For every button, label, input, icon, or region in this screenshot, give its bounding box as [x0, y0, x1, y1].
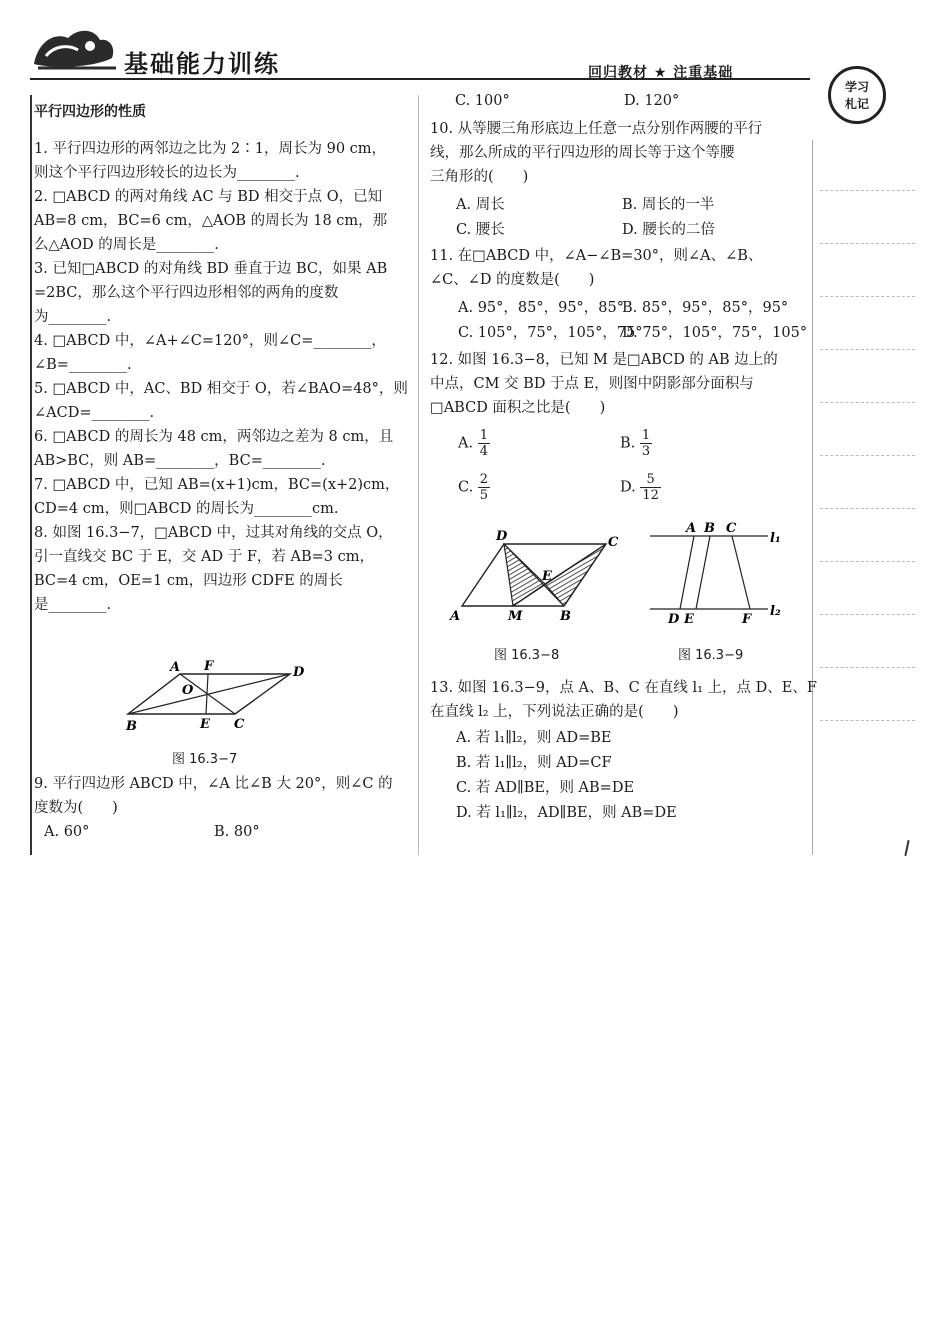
question-line: 12. 如图 16.3−8，已知 M 是□ABCD 的 AB 边上的 [430, 352, 778, 368]
numerator: 2 [479, 472, 489, 487]
q12-option-d[interactable] [620, 472, 661, 503]
question-line: ∠ACD=________. [34, 405, 155, 421]
note-line [820, 243, 915, 244]
question-11 [430, 244, 762, 292]
question-line: 6. □ABCD 的周长为 48 cm，两邻边之差为 8 cm，且 [34, 429, 394, 445]
label-l1: l₁ [770, 531, 781, 546]
q12-option-c[interactable] [458, 472, 490, 503]
diagonal-bd [128, 674, 290, 714]
question-line: 在直线 l₂ 上，下列说法正确的是( ) [430, 704, 679, 720]
figure-caption: 图 16.3−8 [494, 648, 560, 663]
question-line: 2. □ABCD 的两对角线 AC 与 BD 相交于点 O，已知 [34, 189, 383, 205]
header-logo-icon [28, 22, 120, 74]
q12-option-a[interactable] [458, 428, 490, 459]
q13-option-c[interactable]: C. 若 AD∥BE，则 AB=DE [456, 780, 635, 796]
study-notes-stamp: 学习 札记 [828, 66, 886, 124]
note-line [820, 190, 915, 191]
numerator: 5 [640, 472, 661, 488]
option-letter: B. [620, 435, 636, 452]
question-line: AB>BC，则 AB=________，BC=________. [34, 453, 326, 469]
option-letter: A. [458, 435, 474, 452]
question-line: 三角形的( ) [430, 169, 529, 185]
question-line: =2BC，那么这个平行四边形相邻的两角的度数 [34, 285, 339, 301]
shaded-triangle-ebc [545, 544, 606, 606]
note-line [820, 667, 915, 668]
question-line: 则这个平行四边形较长的边长为________. [34, 165, 300, 181]
question-line: ∠B=________. [34, 357, 132, 373]
question-line: ∠C、∠D 的度数是( ) [430, 272, 595, 288]
label-c: C [234, 717, 245, 732]
q13-option-a[interactable]: A. 若 l₁∥l₂，则 AD=BE [456, 730, 612, 746]
page-left-edge [30, 95, 32, 855]
question-line: 3. 已知□ABCD 的对角线 BD 垂直于边 BC，如果 AB [34, 261, 388, 277]
numerator: 1 [479, 428, 488, 443]
header-subtitle: 回归教材 ★ 注重基础 [588, 65, 734, 81]
q12-option-b[interactable] [620, 428, 652, 459]
question-line: 5. □ABCD 中，AC、BD 相交于 O，若∠BAO=48°，则 [34, 381, 408, 397]
question-line: 4. □ABCD 中，∠A+∠C=120°，则∠C=________， [34, 333, 386, 349]
note-line [820, 296, 915, 297]
figure-caption: 图 16.3−7 [172, 752, 238, 767]
denominator: 5 [479, 488, 489, 503]
q10-option-b[interactable]: B. 周长的一半 [622, 197, 715, 213]
label-c: C [608, 535, 619, 550]
question-13 [430, 676, 817, 724]
fraction [640, 472, 661, 503]
question-line: 1. 平行四边形的两邻边之比为 2∶1，周长为 90 cm， [34, 141, 387, 157]
note-line [820, 455, 915, 456]
note-line [820, 402, 915, 403]
segment-cf [732, 536, 750, 609]
shaded-triangle-dme [504, 544, 545, 606]
q11-option-d[interactable]: D. 75°，105°，75°，105° [622, 325, 808, 341]
question-9 [34, 772, 393, 840]
question-line: 9. 平行四边形 ABCD 中，∠A 比∠B 大 20°，则∠C 的 [34, 776, 393, 792]
q9-option-b[interactable]: B. 80° [214, 824, 260, 840]
fraction [478, 472, 490, 503]
label-e: E [200, 717, 210, 732]
label-o: O [182, 683, 194, 698]
note-line [820, 508, 915, 509]
segment-be [696, 536, 710, 609]
label-f: F [204, 659, 214, 674]
q13-option-b[interactable]: B. 若 l₁∥l₂，则 AD=CF [456, 755, 612, 771]
question-line: 是________. [34, 597, 112, 613]
question-line: 10. 从等腰三角形底边上任意一点分别作两腰的平行 [430, 121, 763, 137]
question-line: 8. 如图 16.3−7，□ABCD 中，过其对角线的交点 O， [34, 525, 393, 541]
question-10 [430, 117, 762, 189]
column-divider [418, 95, 419, 855]
label-d: D [668, 612, 680, 627]
scan-mark [904, 840, 909, 856]
option-letter: D. [620, 479, 636, 496]
fraction [478, 428, 490, 459]
question-line: 13. 如图 16.3−9，点 A、B、C 在直线 l₁ 上，点 D、E、F [430, 680, 817, 696]
label-e: E [542, 569, 552, 584]
question-line: 为________. [34, 309, 112, 325]
q11-option-a[interactable]: A. 95°，85°，95°，85° [458, 300, 624, 316]
denominator: 12 [642, 488, 659, 503]
notes-margin-rule [812, 140, 813, 855]
label-e: E [684, 612, 694, 627]
figure-16-3-7 [120, 652, 320, 736]
question-line: 度数为( ) [34, 800, 118, 816]
q10-option-d[interactable]: D. 腰长的二倍 [622, 222, 715, 238]
question-12 [430, 348, 778, 420]
label-a: A [170, 660, 181, 675]
note-line [820, 614, 915, 615]
label-m: M [508, 609, 523, 624]
q11-option-b[interactable]: B. 85°，95°，85°，95° [622, 300, 789, 316]
fraction [640, 428, 652, 459]
question-line: 7. □ABCD 中，已知 AB=(x+1)cm，BC=(x+2)cm， [34, 477, 400, 493]
q9-option-d[interactable]: D. 120° [624, 93, 680, 109]
numerator: 1 [641, 428, 651, 443]
question-line: 中点，CM 交 BD 于点 E，则图中阴影部分面积与 [430, 376, 754, 392]
segment-ad [680, 536, 694, 609]
question-line: BC=4 cm，OE=1 cm，四边形 CDFE 的周长 [34, 573, 343, 589]
header-title: 基础能力训练 [124, 50, 280, 78]
q13-option-d[interactable]: D. 若 l₁∥l₂，AD∥BE，则 AB=DE [456, 805, 677, 821]
question-line: AB=8 cm，BC=6 cm，△AOB 的周长为 18 cm，那 [34, 213, 388, 229]
label-b: B [126, 719, 137, 734]
section-title: 平行四边形的性质 [34, 104, 146, 120]
question-line: 么△AOD 的周长是________. [34, 237, 219, 253]
label-b: B [704, 521, 715, 536]
question-line: 引一直线交 BC 于 E，交 AD 于 F，若 AB=3 cm， [34, 549, 375, 565]
option-letter: C. [458, 479, 474, 496]
question-line: □ABCD 面积之比是( ) [430, 400, 606, 416]
label-a: A [686, 521, 697, 536]
note-line [820, 349, 915, 350]
label-a: A [450, 609, 461, 624]
denominator: 3 [641, 444, 651, 459]
label-b: B [560, 609, 571, 624]
figure-16-3-9 [642, 518, 792, 628]
q9-option-c[interactable]: C. 100° [455, 93, 510, 109]
q10-option-a[interactable]: A. 周长 [456, 197, 505, 213]
question-line: CD=4 cm，则□ABCD 的周长为________cm. [34, 501, 339, 517]
label-l2: l₂ [770, 604, 781, 619]
label-d: D [496, 529, 508, 544]
denominator: 4 [479, 444, 488, 459]
label-f: F [742, 612, 752, 627]
questions-left [34, 137, 408, 617]
note-line [820, 561, 915, 562]
q10-option-c[interactable]: C. 腰长 [456, 222, 505, 238]
q9-option-a[interactable]: A. 60° [44, 824, 90, 840]
figure-caption: 图 16.3−9 [678, 648, 744, 663]
label-c: C [726, 521, 737, 536]
q11-option-c[interactable]: C. 105°，75°，105°，75° [458, 325, 643, 341]
figure-16-3-8 [440, 522, 630, 632]
question-line: 11. 在□ABCD 中，∠A−∠B=30°，则∠A、∠B、 [430, 248, 763, 264]
label-d: D [293, 665, 305, 680]
note-line [820, 720, 915, 721]
question-line: 线，那么所成的平行四边形的周长等于这个等腰 [430, 145, 735, 161]
